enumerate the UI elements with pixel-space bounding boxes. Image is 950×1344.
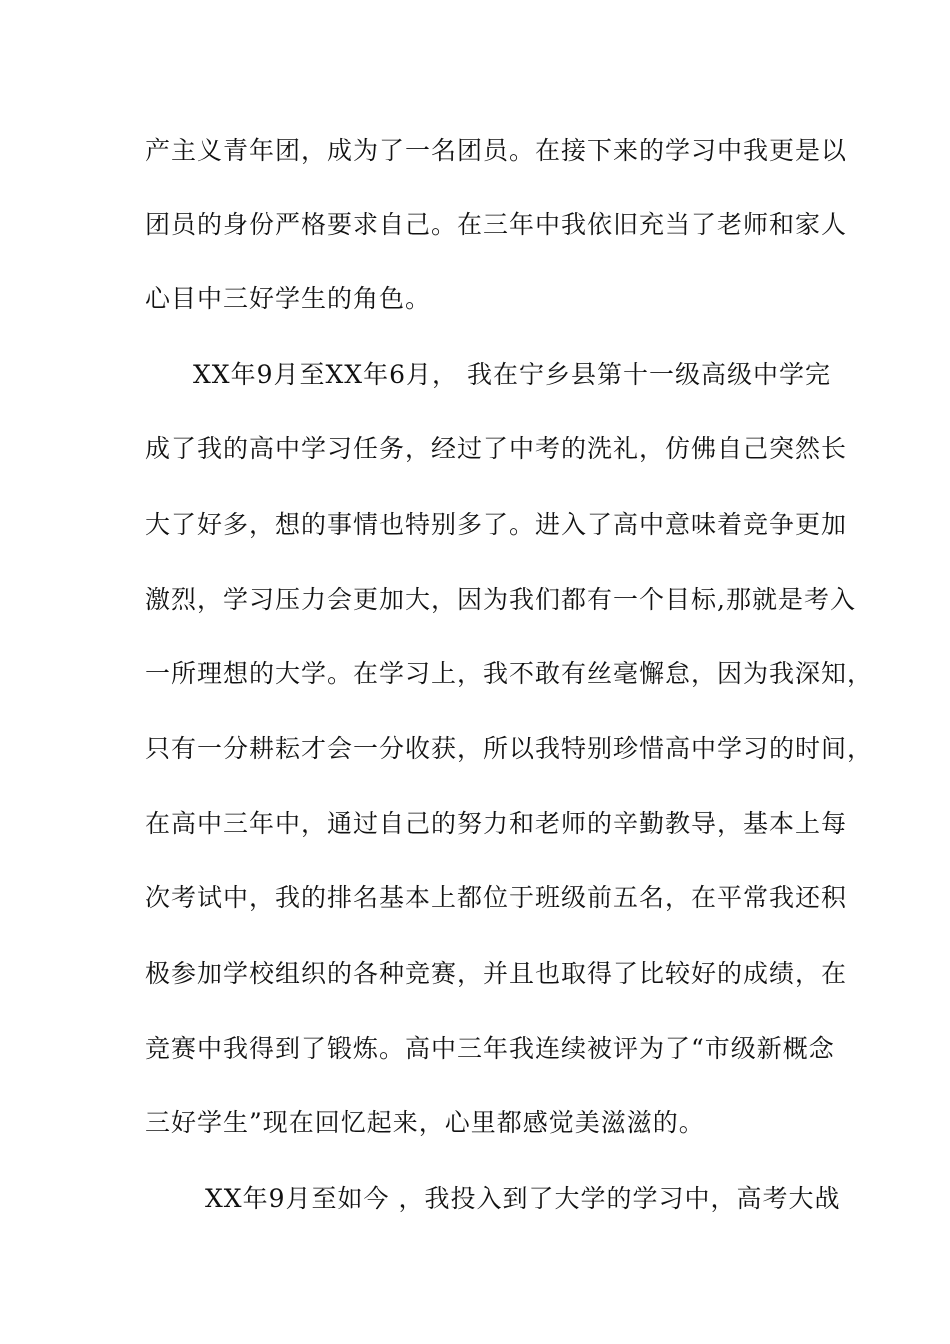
text-line: 成了我的高中学习任务，经过了中考的洗礼，仿佛自己突然长 [145,434,848,463]
text-line: 激烈，学习压力会更加大，因为我们都有一个目标,那就是考入 [145,585,856,614]
paragraph-start-line: XX年9月至XX年6月， 我在宁乡县第十一级高级中学完 [193,360,831,389]
text-line: 只有一分耕耘才会一分收获，所以我特别珍惜高中学习的时间， [145,734,874,763]
text-line: 次考试中，我的排名基本上都位于班级前五名，在平常我还积 [145,883,848,912]
text-line: 产主义青年团，成为了一名团员。在接下来的学习中我更是以 [145,136,848,165]
text-line: 大了好多，想的事情也特别多了。进入了高中意味着竞争更加 [145,510,848,539]
text-line: 极参加学校组织的各种竞赛，并且也取得了比较好的成绩，在 [145,959,848,988]
text-line: 团员的身份严格要求自己。在三年中我依旧充当了老师和家人 [145,210,848,239]
text-line: 在高中三年中，通过自己的努力和老师的辛勤教导，基本上每 [145,809,848,838]
text-line: 心目中三好学生的角色。 [145,284,432,313]
text-line: 一所理想的大学。在学习上，我不敢有丝毫懈怠，因为我深知， [145,659,874,688]
paragraph-start-line: XX年9月至如今 ，我投入到了大学的学习中，高考大战 [205,1184,841,1213]
text-line: 竞赛中我得到了锻炼。高中三年我连续被评为了“市级新概念 [145,1034,835,1063]
text-line: 三好学生”现在回忆起来，心里都感觉美滋滋的。 [145,1108,705,1137]
